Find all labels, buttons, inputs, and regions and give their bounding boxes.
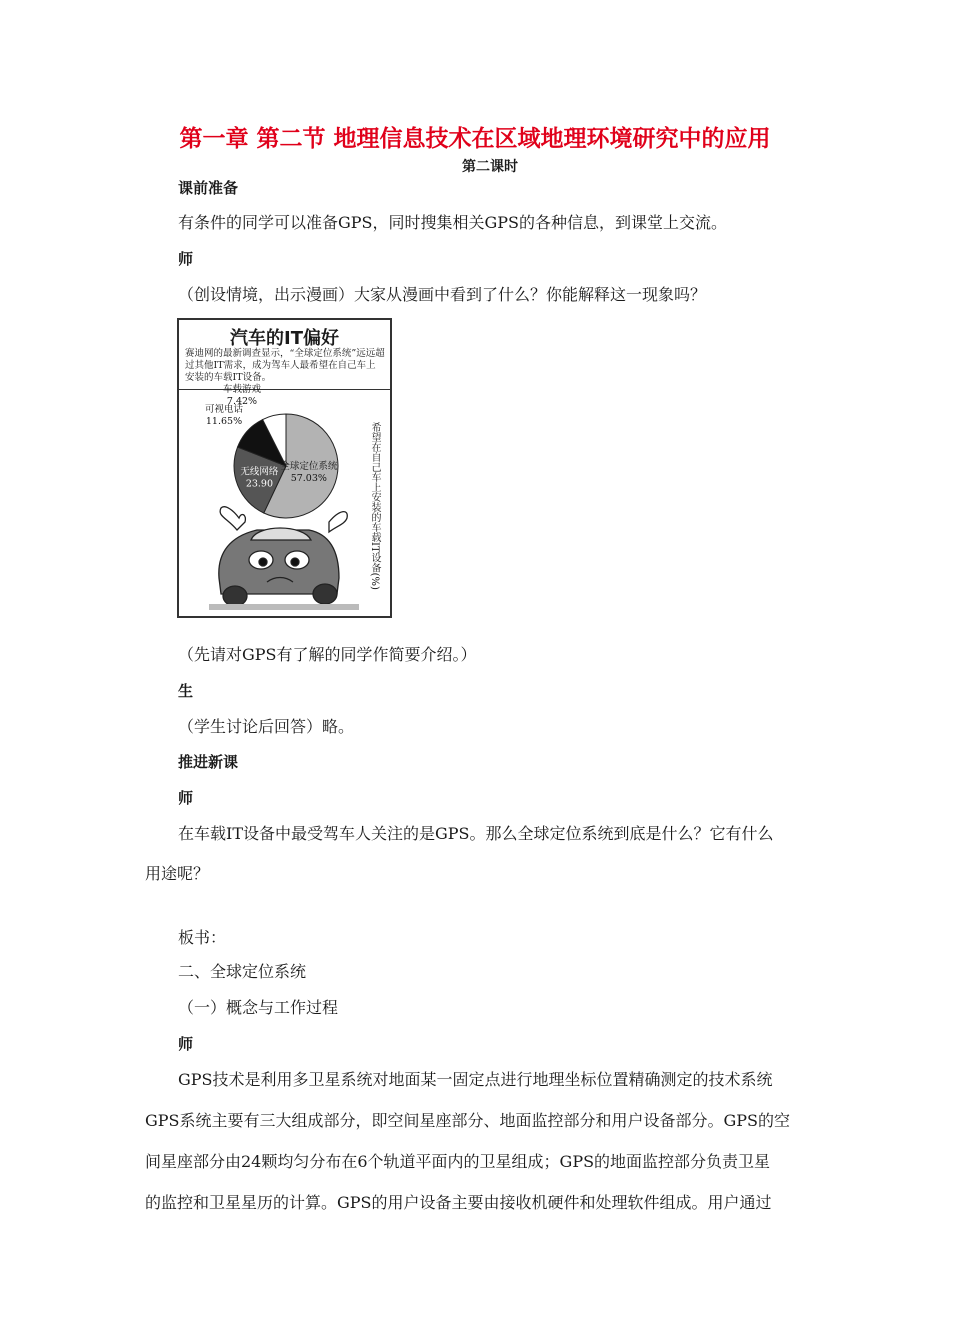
board-item-1: 二、全球定位系统 [178,962,307,981]
body-line-4: 的监控和卫星星历的计算。GPS的用户设备主要由接收机硬件和处理软件组成。用户通过 [145,1193,772,1212]
board-item-2: （一）概念与工作过程 [178,998,339,1017]
question-line-1: 在车载IT设备中最受驾车人关注的是GPS。那么全球定位系统到底是什么？它有什么 [178,824,774,843]
body-line-3: 间星座部分由24颗均匀分布在6个轨道平面内的卫星组成；GPS的地面监控部分负责卫星 [145,1152,771,1171]
pre-class-text: 有条件的同学可以准备GPS，同时搜集相关GPS的各种信息，到课堂上交流。 [178,213,728,232]
pie-slice-value: 7.42% [226,396,258,407]
board-label: 板书： [178,928,227,947]
right-hand [329,512,347,532]
intro-text: （先请对GPS有了解的同学作简要介绍。） [178,645,477,664]
cartoon-figure [177,318,392,618]
scene-text: （创设情境，出示漫画）大家从漫画中看到了什么？你能解释这一现象吗？ [178,285,707,304]
heading-student: 生 [178,682,194,700]
pie-slice-value: 11.65% [205,416,243,427]
figure-vertical-caption: 希望在自己车上安装的车载IT设备(%) [369,422,380,590]
heading-teacher-2: 师 [178,789,194,807]
page-subtitle: 第二课时 [462,159,518,175]
question-line-2: 用途呢？ [145,864,210,883]
heading-pre-class: 课前准备 [178,179,239,197]
heading-new-lesson: 推进新课 [178,753,239,771]
pie-slice-label: 可视电话 [204,404,244,415]
student-text: （学生讨论后回答）略。 [178,717,355,736]
pie-slice-label: 车载游戏 [222,384,262,395]
heading-teacher-1: 师 [178,250,194,268]
pie-slice-label: 无线网络 [240,466,279,478]
pie-slice-label: 全球定位系统 [280,461,338,473]
right-wheel [313,584,337,604]
figure-note: 赛迪网的最新调查显示，“全球定位系统”远远超过其他IT需求，成为驾车人最希望在自己车上安装的车载IT设备。 [185,348,385,383]
ground [209,604,359,610]
car-right-pupil [291,558,299,566]
body-line-2: GPS系统主要有三大组成部分，即空间星座部分、地面监控部分和用户设备部分。GPS的空 [145,1111,791,1130]
pie-slice-value: 23.90 [245,478,274,490]
page-title: 第一章 第二节 地理信息技术在区域地理环境研究中的应用 [179,126,771,152]
figure-title: 汽车的IT偏好 [230,328,339,349]
body-line-1: GPS技术是利用多卫星系统对地面某一固定点进行地理坐标位置精确测定的技术系统 [178,1070,773,1089]
pie-slice-value: 57.03% [290,473,327,485]
left-wheel [223,586,247,606]
pie-chart [179,384,390,616]
car-left-pupil [259,558,267,566]
heading-teacher-3: 师 [178,1035,194,1053]
left-hand [220,507,245,530]
car-illustration [209,507,359,610]
